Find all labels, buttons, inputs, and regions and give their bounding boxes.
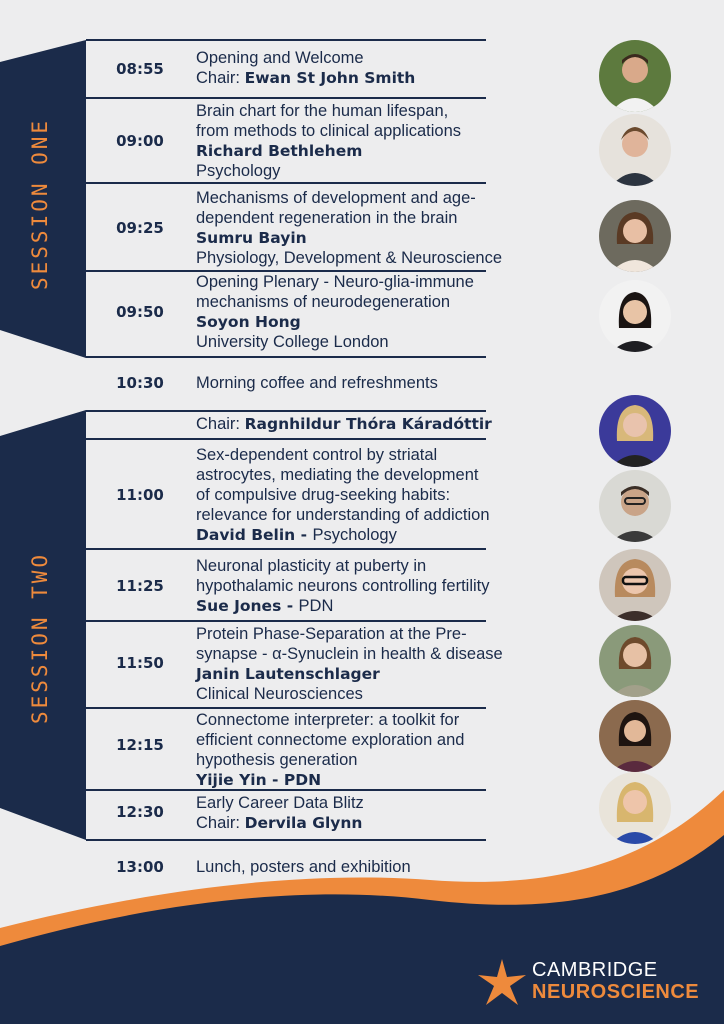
chair-name: Ewan St John Smith bbox=[244, 69, 416, 87]
speaker-photo bbox=[599, 200, 671, 272]
divider bbox=[86, 548, 486, 550]
time-label: 11:00 bbox=[116, 486, 164, 504]
schedule-item bbox=[196, 624, 596, 704]
speaker-photo bbox=[599, 40, 671, 112]
time-label: 08:55 bbox=[116, 60, 164, 78]
talk-title-line: hypothalamic neurons controlling fertility bbox=[196, 577, 490, 595]
talk-title-line: Opening Plenary - Neuro-glia-immune bbox=[196, 273, 474, 291]
chair-prefix: Chair: bbox=[196, 415, 245, 433]
divider bbox=[86, 410, 486, 412]
divider bbox=[86, 620, 486, 622]
session-one-label: SESSION ONE bbox=[28, 117, 52, 290]
divider bbox=[86, 438, 486, 440]
talk-title-line: synapse - α-Synuclein in health & disease bbox=[196, 645, 503, 663]
talk-title-line: astrocytes, mediating the development bbox=[196, 466, 479, 484]
chair-line bbox=[196, 68, 596, 88]
speaker-name: Soyon Hong bbox=[196, 313, 301, 331]
speaker-name: Sue Jones - bbox=[196, 597, 299, 615]
schedule-item bbox=[196, 793, 596, 833]
schedule-item bbox=[196, 710, 596, 790]
divider bbox=[86, 182, 486, 184]
schedule-item bbox=[196, 373, 596, 393]
schedule-item bbox=[196, 272, 596, 352]
schedule-item bbox=[196, 445, 596, 545]
speaker-affiliation: Clinical Neurosciences bbox=[196, 685, 363, 703]
divider bbox=[86, 39, 486, 41]
speaker-name: Sumru Bayin bbox=[196, 229, 307, 247]
schedule-item bbox=[196, 101, 596, 181]
speaker-affiliation: University College London bbox=[196, 333, 389, 351]
star-logo-icon bbox=[476, 957, 528, 1009]
speaker-affiliation: PDN bbox=[298, 597, 334, 615]
speaker-photo bbox=[599, 700, 671, 772]
talk-title-line: mechanisms of neurodegeneration bbox=[196, 293, 451, 311]
talk-title-line: Protein Phase-Separation at the Pre- bbox=[196, 625, 467, 643]
divider bbox=[86, 839, 486, 841]
schedule-item bbox=[196, 48, 596, 88]
time-label: 13:00 bbox=[116, 858, 164, 876]
break-title: Morning coffee and refreshments bbox=[196, 374, 438, 392]
talk-title-line: relevance for understanding of addiction bbox=[196, 506, 490, 524]
schedule-item bbox=[196, 857, 596, 877]
speaker-photo bbox=[599, 114, 671, 186]
speaker-name: Janin Lautenschlager bbox=[196, 665, 380, 683]
speaker-name: David Belin - bbox=[196, 526, 313, 544]
talk-title-line: of compulsive drug-seeking habits: bbox=[196, 486, 451, 504]
talk-title-line: from methods to clinical applications bbox=[196, 122, 462, 140]
time-label: 11:25 bbox=[116, 577, 164, 595]
time-label: 09:25 bbox=[116, 219, 164, 237]
logo-line-cambridge: CAMBRIDGE bbox=[532, 959, 658, 981]
chair-line bbox=[196, 813, 596, 833]
time-label: 12:30 bbox=[116, 803, 164, 821]
speaker-photo bbox=[599, 280, 671, 352]
logo-line-neuroscience: NEUROSCIENCE bbox=[532, 981, 700, 1003]
speaker-photo bbox=[599, 549, 671, 621]
time-label: 10:30 bbox=[116, 374, 164, 392]
talk-title-line: hypothesis generation bbox=[196, 751, 358, 769]
divider bbox=[86, 97, 486, 99]
talk-title-line: Connectome interpreter: a toolkit for bbox=[196, 711, 460, 729]
speaker-photo bbox=[599, 395, 671, 467]
talk-title-line: Neuronal plasticity at puberty in bbox=[196, 557, 427, 575]
time-label: 09:50 bbox=[116, 303, 164, 321]
chair-name: Dervila Glynn bbox=[244, 814, 363, 832]
speaker-affiliation: Psychology bbox=[196, 162, 281, 180]
speaker-photo bbox=[599, 470, 671, 542]
session-two-label: SESSION TWO bbox=[28, 551, 52, 724]
schedule-item bbox=[196, 414, 596, 434]
speaker-affiliation: Physiology, Development & Neuroscience bbox=[196, 249, 503, 267]
talk-title-line: Sex-dependent control by striatal bbox=[196, 446, 438, 464]
item-title: Early Career Data Blitz bbox=[196, 794, 364, 812]
speaker-name: Richard Bethlehem bbox=[196, 142, 363, 160]
item-title: Opening and Welcome bbox=[196, 49, 364, 67]
speaker-photo bbox=[599, 625, 671, 697]
chair-prefix: Chair: bbox=[196, 814, 245, 832]
speaker-name: Yijie Yin - PDN bbox=[196, 771, 322, 789]
break-title: Lunch, posters and exhibition bbox=[196, 858, 411, 876]
talk-title-line: efficient connectome exploration and bbox=[196, 731, 465, 749]
speaker-photo bbox=[599, 772, 671, 844]
talk-title-line: dependent regeneration in the brain bbox=[196, 209, 458, 227]
talk-title-line: Mechanisms of development and age- bbox=[196, 189, 476, 207]
divider bbox=[86, 707, 486, 709]
divider bbox=[86, 356, 486, 358]
talk-title-line: Brain chart for the human lifespan, bbox=[196, 102, 449, 120]
schedule-item bbox=[196, 556, 596, 616]
schedule-item bbox=[196, 188, 596, 268]
speaker-affiliation: Psychology bbox=[312, 526, 397, 544]
chair-line bbox=[196, 414, 596, 434]
chair-name: Ragnhildur Thóra Káradóttir bbox=[244, 415, 492, 433]
chair-prefix: Chair: bbox=[196, 69, 245, 87]
time-label: 11:50 bbox=[116, 654, 164, 672]
time-label: 09:00 bbox=[116, 132, 164, 150]
time-label: 12:15 bbox=[116, 736, 164, 754]
